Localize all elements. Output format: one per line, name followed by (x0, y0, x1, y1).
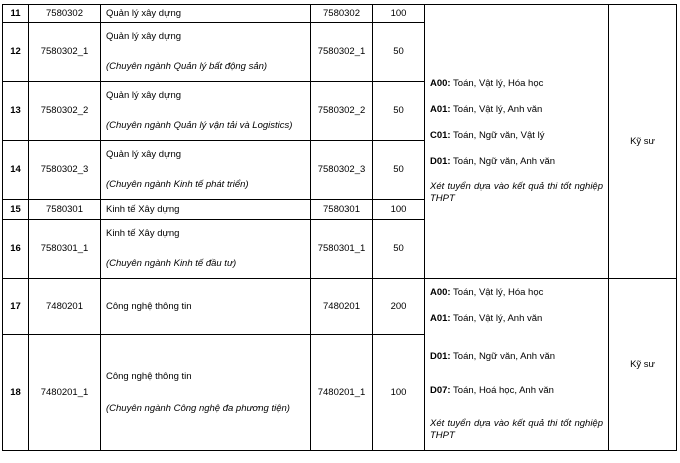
combo-code: A01: (430, 103, 451, 115)
combo-subjects: Toán, Hoá học, Anh văn (450, 384, 554, 396)
row-number: 16 (3, 220, 29, 279)
quota: 50 (373, 220, 425, 279)
admission-code: 7580302_3 (311, 141, 373, 200)
row-number: 12 (3, 23, 29, 82)
major-name (101, 200, 311, 220)
major-code: 7580301 (29, 200, 101, 220)
admission-code: 7580301 (311, 200, 373, 220)
combo-subjects: Toán, Vật lý, Hóa học (450, 286, 544, 298)
major-name (101, 335, 311, 451)
major-name (101, 141, 311, 200)
combo-item (430, 78, 603, 90)
specialization: (Chuyên ngành Kinh tế phát triển) (106, 179, 249, 190)
subject-combinations-group-1 (425, 5, 609, 279)
major-code: 7580302_2 (29, 82, 101, 141)
admission-code: 7580302_1 (311, 23, 373, 82)
combo-item (430, 287, 603, 299)
degree-group-2: Kỹ sư (609, 279, 677, 451)
quota: 50 (373, 23, 425, 82)
admission-code: 7480201 (311, 279, 373, 335)
major-code: 7480201_1 (29, 335, 101, 451)
specialization: (Chuyên ngành Kinh tế đầu tư) (106, 258, 237, 269)
major-code: 7480201 (29, 279, 101, 335)
specialization: (Chuyên ngành Quản lý vận tải và Logistics) (106, 120, 293, 131)
specialization: (Chuyên ngành Công nghệ đa phương tiện) (106, 402, 290, 414)
subject-combinations-group-2 (425, 279, 609, 451)
major-name-text: Công nghệ thông tin (106, 300, 192, 312)
major-name (101, 279, 311, 335)
admission-code: 7580302_2 (311, 82, 373, 141)
table-row (3, 5, 677, 23)
quota: 100 (373, 200, 425, 220)
major-name-text: Quản lý xây dựng (106, 90, 182, 102)
combo-item (430, 385, 603, 397)
combo-subjects: Toán, Ngữ văn, Anh văn (450, 155, 556, 167)
combo-subjects: Toán, Vật lý, Anh văn (450, 103, 543, 115)
combo-code: A01: (430, 312, 451, 324)
major-name (101, 5, 311, 23)
quota: 50 (373, 82, 425, 141)
combo-subjects: Toán, Ngữ văn, Anh văn (450, 350, 556, 362)
major-name (101, 82, 311, 141)
major-name-text: Kinh tế Xây dựng (106, 228, 180, 240)
admission-note: Xét tuyển dựa vào kết quả thi tốt nghiệp THPT (430, 181, 603, 205)
combo-code: C01: (430, 129, 451, 141)
combo-item (430, 313, 603, 325)
major-code: 7580302_3 (29, 141, 101, 200)
combo-subjects: Toán, Ngữ văn, Vật lý (450, 129, 545, 141)
major-name-text: Công nghệ thông tin (106, 370, 192, 382)
combo-subjects: Toán, Vật lý, Hóa học (450, 77, 544, 89)
combo-item (430, 351, 603, 363)
major-name (101, 220, 311, 279)
row-number: 13 (3, 82, 29, 141)
admissions-table (2, 4, 677, 451)
major-name (101, 23, 311, 82)
admission-note: Xét tuyển dựa vào kết quả thi tốt nghiệp THPT (430, 418, 603, 442)
combo-code: D01: (430, 155, 451, 167)
combo-code: D01: (430, 350, 451, 362)
row-number: 18 (3, 335, 29, 451)
combo-item (430, 104, 603, 116)
row-number: 15 (3, 200, 29, 220)
quota: 100 (373, 5, 425, 23)
admission-code: 7480201_1 (311, 335, 373, 451)
combo-code: A00: (430, 77, 451, 89)
combo-code: D07: (430, 384, 451, 396)
quota: 50 (373, 141, 425, 200)
specialization: (Chuyên ngành Quản lý bất động sản) (106, 61, 268, 72)
major-code: 7580302 (29, 5, 101, 23)
major-code: 7580302_1 (29, 23, 101, 82)
table-row (3, 279, 677, 335)
degree-group-1: Kỹ sư (609, 5, 677, 279)
quota: 200 (373, 279, 425, 335)
row-number: 14 (3, 141, 29, 200)
combo-code: A00: (430, 286, 451, 298)
major-code: 7580301_1 (29, 220, 101, 279)
admission-code: 7580301_1 (311, 220, 373, 279)
row-number: 11 (3, 5, 29, 23)
quota: 100 (373, 335, 425, 451)
major-name-text: Kinh tế Xây dựng (106, 203, 180, 215)
combo-item (430, 156, 603, 168)
major-name-text: Quản lý xây dựng (106, 149, 182, 161)
major-name-text: Quản lý xây dựng (106, 31, 182, 43)
admission-code: 7580302 (311, 5, 373, 23)
major-name-text: Quản lý xây dựng (106, 7, 182, 19)
row-number: 17 (3, 279, 29, 335)
combo-subjects: Toán, Vật lý, Anh văn (450, 312, 543, 324)
combo-item (430, 130, 603, 142)
